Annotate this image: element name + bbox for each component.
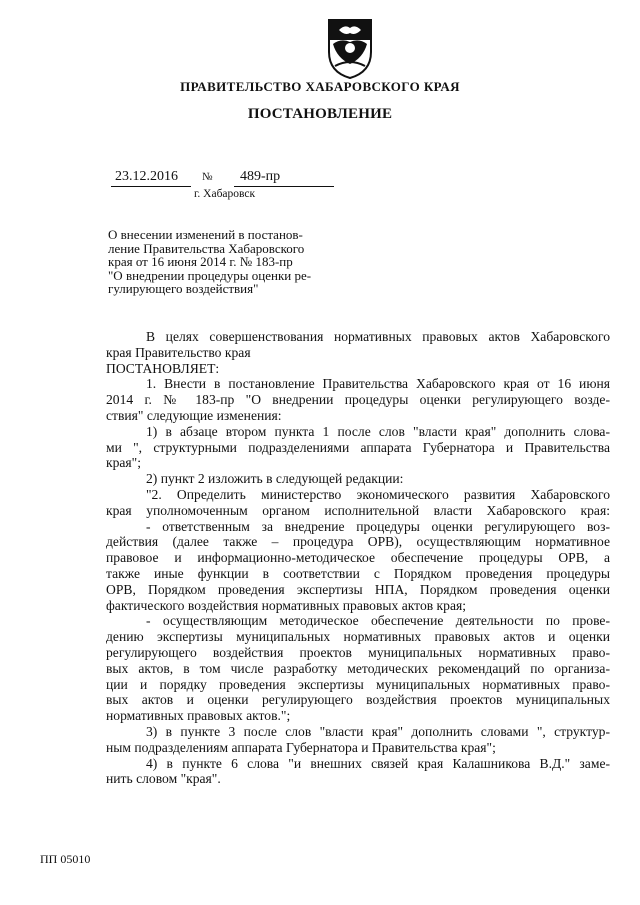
body-line: регулирующего воздействия проектов муниципальных нормативных право- xyxy=(106,644,610,660)
body-line: действия (далее также – процедура ОРВ), осуществляющим нормативное xyxy=(106,534,610,550)
body-line: нормативных правовых актов."; xyxy=(106,708,291,724)
document-body xyxy=(106,329,610,787)
body-line: правовое и информационно-методическое обеспечение процедуры ОРВ, а xyxy=(106,550,610,566)
body-line: вых актов, в том числе разработку методических рекомендаций по организа- xyxy=(106,660,610,676)
body-line: В целях совершенствования нормативных правовых актов Хабаровского xyxy=(146,329,610,344)
footer-code: ПП 05010 xyxy=(40,852,91,866)
body-line: края уполномоченным органом исполнительной власти Хабаровского края: xyxy=(106,502,610,518)
body-line: 4) в пункте 6 слова "и внешних связей края Калашникова В.Д." заме- xyxy=(146,755,610,771)
body-line: 1. Внести в постановление Правительства Хабаровского края от 16 июня xyxy=(146,376,610,392)
body-line: 1) в абзаце втором пункта 1 после слов "власти края" дополнить слова- xyxy=(146,423,610,439)
body-line: ПОСТАНОВЛЯЕТ: xyxy=(106,360,220,376)
body-line: фактического воздействия нормативных правовых актов края; xyxy=(106,597,467,613)
body-line: ми ", структурными подразделениями аппарата Губернатора и Правительства xyxy=(106,439,610,455)
body-line: края Правительство края xyxy=(106,344,251,360)
body-line: ции и порядку проведения экспертизы муниципальных нормативных право- xyxy=(106,676,610,692)
body-line: вых актов и оценки регулирующего воздействия проектов муниципальных xyxy=(106,692,610,708)
body-line: ствия" следующие изменения: xyxy=(106,407,282,423)
city-name: г. Хабаровск xyxy=(194,188,256,200)
body-line: 2014 г. № 183-пр "О внедрении процедуры оценки регулирующего возде- xyxy=(106,392,610,408)
subject-line: гулирующего воздействия" xyxy=(108,281,259,296)
number-sign: № xyxy=(202,171,213,183)
subject-line: О внесении изменений в постанов- xyxy=(108,227,303,242)
document-date: 23.12.2016 xyxy=(111,168,191,187)
body-line: дению экспертизы муниципальных нормативных правовых актов и оценки xyxy=(106,629,610,645)
body-line: 3) в пункте 3 после слов "власти края" дополнить словами ", структур- xyxy=(146,723,610,739)
body-line: "2. Определить министерство экономического развития Хабаровского xyxy=(146,486,610,502)
body-line: - ответственным за внедрение процедуры оценки регулирующего воз- xyxy=(146,518,610,534)
document-subject xyxy=(108,227,312,296)
body-line: нить словом "края". xyxy=(106,771,221,787)
body-line: края"; xyxy=(106,455,142,471)
coat-of-arms-icon xyxy=(325,18,375,80)
subject-line: ление Правительства Хабаровского xyxy=(108,240,305,256)
body-line: 2) пункт 2 изложить в следующей редакции: xyxy=(146,471,404,487)
subject-line: края от 16 июня 2014 г. № 183-пр xyxy=(108,254,293,269)
document-number: 489-пр xyxy=(234,168,334,187)
body-line: - осуществляющим методическое обеспечение деятельности по прове- xyxy=(146,613,610,629)
subject-line: "О внедрении процедуры оценки ре- xyxy=(108,267,312,283)
body-line: ным подразделениям аппарата Губернатора и Правительства края"; xyxy=(106,739,496,755)
body-line: также иные функции в соответствии с Порядком проведения процедуры xyxy=(106,565,610,581)
government-name: ПРАВИТЕЛЬСТВО ХАБАРОВСКОГО КРАЯ xyxy=(180,79,460,94)
document-type-title: ПОСТАНОВЛЕНИЕ xyxy=(247,106,393,122)
body-line: ОРВ, Порядком проведения экспертизы НПА, Порядком проведения оценки xyxy=(106,581,610,597)
